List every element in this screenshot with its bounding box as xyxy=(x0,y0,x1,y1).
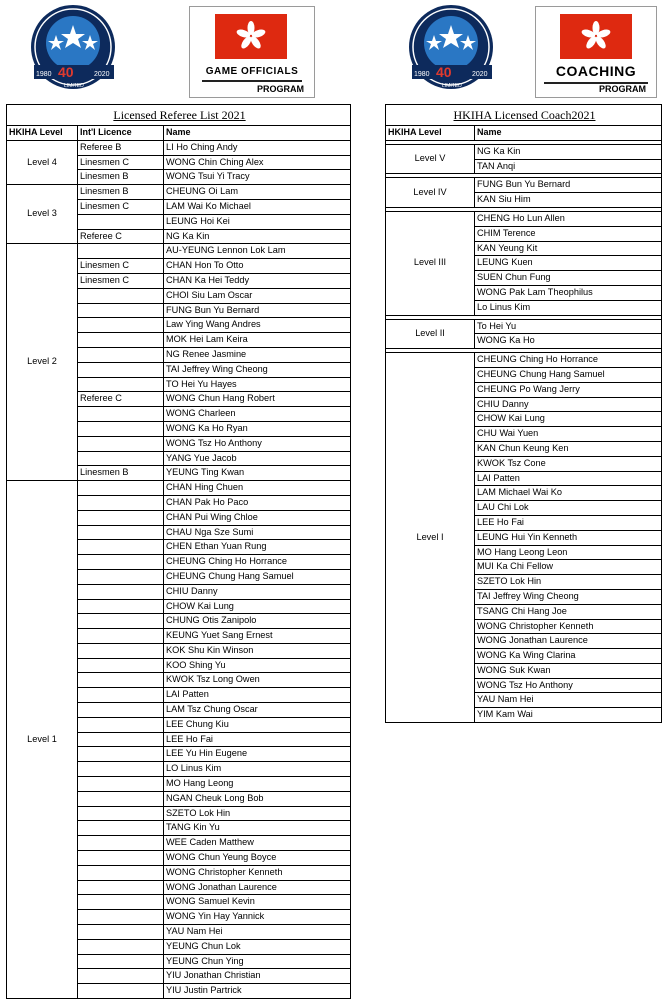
referee-table xyxy=(6,104,351,999)
name-cell: CHUNG Otis Zanipolo xyxy=(164,614,351,629)
licence-cell xyxy=(78,806,164,821)
name-cell: CHAU Nga Sze Sumi xyxy=(164,525,351,540)
name-cell: NG Ka Kin xyxy=(475,144,662,159)
coaching-badge xyxy=(535,6,657,98)
name-cell: WONG Chin Ching Alex xyxy=(164,155,351,170)
name-cell: CHEUNG Chung Hang Samuel xyxy=(475,367,662,382)
licence-cell xyxy=(78,214,164,229)
badge-subtitle: PROGRAM xyxy=(599,84,646,94)
name-cell: WONG Christopher Kenneth xyxy=(164,865,351,880)
licence-cell xyxy=(78,614,164,629)
name-cell: CHU Wai Yuen xyxy=(475,427,662,442)
name-cell: CHEUNG Ching Ho Horrance xyxy=(475,353,662,368)
name-cell: WONG Ka Ho Ryan xyxy=(164,421,351,436)
name-cell: YIM Kam Wai xyxy=(475,708,662,723)
licence-cell xyxy=(78,747,164,762)
name-cell: CHAN Hing Chuen xyxy=(164,481,351,496)
name-cell: MUI Ka Chi Fellow xyxy=(475,560,662,575)
licence-cell xyxy=(78,969,164,984)
name-cell: WONG Samuel Kevin xyxy=(164,895,351,910)
name-cell: YEUNG Ting Kwan xyxy=(164,466,351,481)
name-cell: YAU Nam Hei xyxy=(475,693,662,708)
name-cell: LEUNG Kuen xyxy=(475,256,662,271)
table-row xyxy=(7,481,351,496)
name-cell: WONG Suk Kwan xyxy=(475,663,662,678)
name-cell: TSANG Chi Hang Joe xyxy=(475,604,662,619)
svg-text:LIMITED: LIMITED xyxy=(64,83,84,89)
table-row xyxy=(386,178,662,193)
svg-text:1980: 1980 xyxy=(414,71,430,78)
name-cell: LEE Chung Kiu xyxy=(164,717,351,732)
name-cell: YEUNG Chun Lok xyxy=(164,939,351,954)
table-row xyxy=(386,319,662,334)
name-cell: WONG Christopher Kenneth xyxy=(475,619,662,634)
svg-text:1980: 1980 xyxy=(36,71,52,78)
title-row xyxy=(7,105,351,126)
licence-cell xyxy=(78,954,164,969)
name-cell: CHAN Ka Hei Teddy xyxy=(164,273,351,288)
column-header-intl-licence: Int'l Licence xyxy=(78,126,164,141)
name-cell: TAI Jeffrey Wing Cheong xyxy=(164,362,351,377)
name-cell: NGAN Cheuk Long Bob xyxy=(164,791,351,806)
name-cell: WEE Caden Matthew xyxy=(164,836,351,851)
licence-cell: Linesmen B xyxy=(78,170,164,185)
licence-cell xyxy=(78,643,164,658)
game-officials-badge xyxy=(189,6,315,98)
name-cell: CHOW Kai Lung xyxy=(164,599,351,614)
column-header-name: Name xyxy=(475,126,662,141)
name-cell: NG Renee Jasmine xyxy=(164,347,351,362)
licence-cell xyxy=(78,421,164,436)
level-cell: Level 1 xyxy=(7,481,78,999)
licence-cell xyxy=(78,925,164,940)
licence-cell: Linesmen C xyxy=(78,199,164,214)
licence-cell xyxy=(78,584,164,599)
name-cell: MO Hang Leong xyxy=(164,777,351,792)
name-cell: TO Hei Yu Hayes xyxy=(164,377,351,392)
licence-cell xyxy=(78,865,164,880)
name-cell: TAN Anqi xyxy=(475,159,662,174)
coach-table xyxy=(385,104,662,723)
level-cell: Level 3 xyxy=(7,185,78,244)
name-cell: WONG Tsui Yi Tracy xyxy=(164,170,351,185)
name-cell: FUNG Bun Yu Bernard xyxy=(475,178,662,193)
hkiha-40th-logo-right xyxy=(398,3,508,95)
name-cell: KOK Shu Kin Winson xyxy=(164,643,351,658)
name-cell: KWOK Tsz Long Owen xyxy=(164,673,351,688)
licence-cell xyxy=(78,436,164,451)
hkiha-logo-icon xyxy=(398,3,508,95)
licence-cell xyxy=(78,525,164,540)
hk-flag-icon xyxy=(215,14,287,59)
name-cell: SZETO Lok Hin xyxy=(164,806,351,821)
name-cell: WONG Yin Hay Yannick xyxy=(164,910,351,925)
table-row xyxy=(386,144,662,159)
name-cell: CHOI Siu Lam Oscar xyxy=(164,288,351,303)
licence-cell: Linesmen B xyxy=(78,466,164,481)
licence-cell xyxy=(78,910,164,925)
table-row xyxy=(386,211,662,226)
table-row xyxy=(7,185,351,200)
licence-cell: Referee C xyxy=(78,392,164,407)
name-cell: KAN Chun Keung Ken xyxy=(475,441,662,456)
name-cell: CHEN Ethan Yuan Rung xyxy=(164,540,351,555)
level-cell: Level 2 xyxy=(7,244,78,481)
name-cell: LAM Tsz Chung Oscar xyxy=(164,703,351,718)
licence-cell xyxy=(78,599,164,614)
svg-text:2020: 2020 xyxy=(94,71,110,78)
licence-cell xyxy=(78,540,164,555)
licence-cell: Linesmen B xyxy=(78,185,164,200)
badge-divider xyxy=(202,80,302,82)
name-cell: LAM Wai Ko Michael xyxy=(164,199,351,214)
name-cell: YAU Nam Hei xyxy=(164,925,351,940)
hkiha-40th-logo-left xyxy=(20,3,130,95)
name-cell: SUEN Chun Fung xyxy=(475,271,662,286)
name-cell: WONG Chun Hang Robert xyxy=(164,392,351,407)
licence-cell xyxy=(78,939,164,954)
licence-cell xyxy=(78,407,164,422)
licence-cell xyxy=(78,481,164,496)
licence-cell xyxy=(78,347,164,362)
licence-cell xyxy=(78,777,164,792)
licence-cell xyxy=(78,377,164,392)
licence-cell: Linesmen C xyxy=(78,273,164,288)
licence-cell xyxy=(78,762,164,777)
licence-cell: Linesmen C xyxy=(78,155,164,170)
badge-subtitle: PROGRAM xyxy=(257,84,304,94)
name-cell: FUNG Bun Yu Bernard xyxy=(164,303,351,318)
name-cell: YEUNG Chun Ying xyxy=(164,954,351,969)
licence-cell xyxy=(78,821,164,836)
name-cell: LEE Ho Fai xyxy=(164,732,351,747)
licence-cell xyxy=(78,555,164,570)
name-cell: CHEUNG Ching Ho Horrance xyxy=(164,555,351,570)
level-cell: Level I xyxy=(386,353,475,723)
svg-text:2020: 2020 xyxy=(472,71,488,78)
name-cell: LAM Michael Wai Ko xyxy=(475,486,662,501)
name-cell: KAN Yeung Kit xyxy=(475,241,662,256)
licence-cell xyxy=(78,318,164,333)
hkiha-logo-icon xyxy=(20,3,130,95)
name-cell: TAI Jeffrey Wing Cheong xyxy=(475,589,662,604)
svg-text:40: 40 xyxy=(58,64,74,80)
name-cell: LAI Patten xyxy=(164,688,351,703)
licence-cell xyxy=(78,244,164,259)
name-cell: AU-YEUNG Lennon Lok Lam xyxy=(164,244,351,259)
name-cell: WONG Chun Yeung Boyce xyxy=(164,851,351,866)
licence-cell xyxy=(78,569,164,584)
licence-cell xyxy=(78,984,164,999)
table-row xyxy=(7,244,351,259)
name-cell: SZETO Lok Hin xyxy=(475,575,662,590)
name-cell: LEUNG Hui Yin Kenneth xyxy=(475,530,662,545)
licence-cell xyxy=(78,288,164,303)
name-cell: LI Ho Ching Andy xyxy=(164,140,351,155)
name-cell: Law Ying Wang Andres xyxy=(164,318,351,333)
column-header-hkiha-level: HKIHA Level xyxy=(7,126,78,141)
header-row xyxy=(7,126,351,141)
name-cell: YIU Jonathan Christian xyxy=(164,969,351,984)
name-cell: YIU Justin Partrick xyxy=(164,984,351,999)
name-cell: LEE Ho Fai xyxy=(475,515,662,530)
name-cell: LEE Yu Hin Eugene xyxy=(164,747,351,762)
licence-cell xyxy=(78,836,164,851)
name-cell: WONG Ka Ho xyxy=(475,334,662,349)
name-cell: CHEUNG Po Wang Jerry xyxy=(475,382,662,397)
name-cell: LO Linus Kim xyxy=(164,762,351,777)
name-cell: Lo Linus Kim xyxy=(475,300,662,315)
licence-cell xyxy=(78,895,164,910)
name-cell: WONG Tsz Ho Anthony xyxy=(475,678,662,693)
svg-text:40: 40 xyxy=(436,64,452,80)
column-header-hkiha-level: HKIHA Level xyxy=(386,126,475,141)
name-cell: NG Ka Kin xyxy=(164,229,351,244)
licence-cell xyxy=(78,495,164,510)
name-cell: CHIM Terence xyxy=(475,226,662,241)
licence-cell xyxy=(78,791,164,806)
referee-table-title: Licensed Referee List 2021 xyxy=(7,105,351,126)
licence-cell xyxy=(78,703,164,718)
column-header-name: Name xyxy=(164,126,351,141)
name-cell: CHAN Hon To Otto xyxy=(164,259,351,274)
level-cell: Level III xyxy=(386,211,475,315)
name-cell: WONG Jonathan Laurence xyxy=(164,880,351,895)
licence-cell xyxy=(78,510,164,525)
name-cell: To Hei Yu xyxy=(475,319,662,334)
licence-cell xyxy=(78,451,164,466)
title-row xyxy=(386,105,662,126)
licence-cell xyxy=(78,717,164,732)
licence-cell xyxy=(78,732,164,747)
licence-cell: Referee B xyxy=(78,140,164,155)
badge-title: GAME OFFICIALS xyxy=(205,66,299,77)
name-cell: LAU Chi Lok xyxy=(475,501,662,516)
table-row xyxy=(386,353,662,368)
licence-cell: Linesmen C xyxy=(78,259,164,274)
level-cell: Level 4 xyxy=(7,140,78,184)
name-cell: KEUNG Yuet Sang Ernest xyxy=(164,629,351,644)
licence-cell xyxy=(78,333,164,348)
name-cell: CHAN Pui Wing Chloe xyxy=(164,510,351,525)
badge-title: COACHING xyxy=(555,63,637,79)
level-cell: Level V xyxy=(386,144,475,174)
name-cell: TANG Kin Yu xyxy=(164,821,351,836)
level-cell: Level IV xyxy=(386,178,475,208)
name-cell: WONG Charleen xyxy=(164,407,351,422)
table-row xyxy=(7,140,351,155)
name-cell: MOK Hei Lam Keira xyxy=(164,333,351,348)
name-cell: YANG Yue Jacob xyxy=(164,451,351,466)
name-cell: MO Hang Leong Leon xyxy=(475,545,662,560)
name-cell: WONG Jonathan Laurence xyxy=(475,634,662,649)
name-cell: CHEUNG Chung Hang Samuel xyxy=(164,569,351,584)
licence-cell xyxy=(78,658,164,673)
name-cell: LAI Patten xyxy=(475,471,662,486)
licence-cell xyxy=(78,851,164,866)
licence-cell xyxy=(78,362,164,377)
licence-cell xyxy=(78,880,164,895)
name-cell: LEUNG Hoi Kei xyxy=(164,214,351,229)
name-cell: CHIU Danny xyxy=(164,584,351,599)
name-cell: KAN Siu Him xyxy=(475,193,662,208)
header-row xyxy=(386,126,662,141)
licence-cell xyxy=(78,673,164,688)
name-cell: CHENG Ho Lun Allen xyxy=(475,211,662,226)
hk-flag-icon xyxy=(560,14,632,59)
name-cell: CHOW Kai Lung xyxy=(475,412,662,427)
svg-text:LIMITED: LIMITED xyxy=(442,83,462,89)
licence-cell: Referee C xyxy=(78,229,164,244)
licence-cell xyxy=(78,629,164,644)
name-cell: WONG Ka Wing Clarina xyxy=(475,649,662,664)
licence-cell xyxy=(78,688,164,703)
name-cell: CHIU Danny xyxy=(475,397,662,412)
licence-cell xyxy=(78,303,164,318)
name-cell: WONG Pak Lam Theophilus xyxy=(475,285,662,300)
name-cell: CHAN Pak Ho Paco xyxy=(164,495,351,510)
level-cell: Level II xyxy=(386,319,475,349)
name-cell: CHEUNG Oi Lam xyxy=(164,185,351,200)
name-cell: WONG Tsz Ho Anthony xyxy=(164,436,351,451)
name-cell: KOO Shing Yu xyxy=(164,658,351,673)
name-cell: KWOK Tsz Cone xyxy=(475,456,662,471)
coach-table-title: HKIHA Licensed Coach2021 xyxy=(386,105,662,126)
